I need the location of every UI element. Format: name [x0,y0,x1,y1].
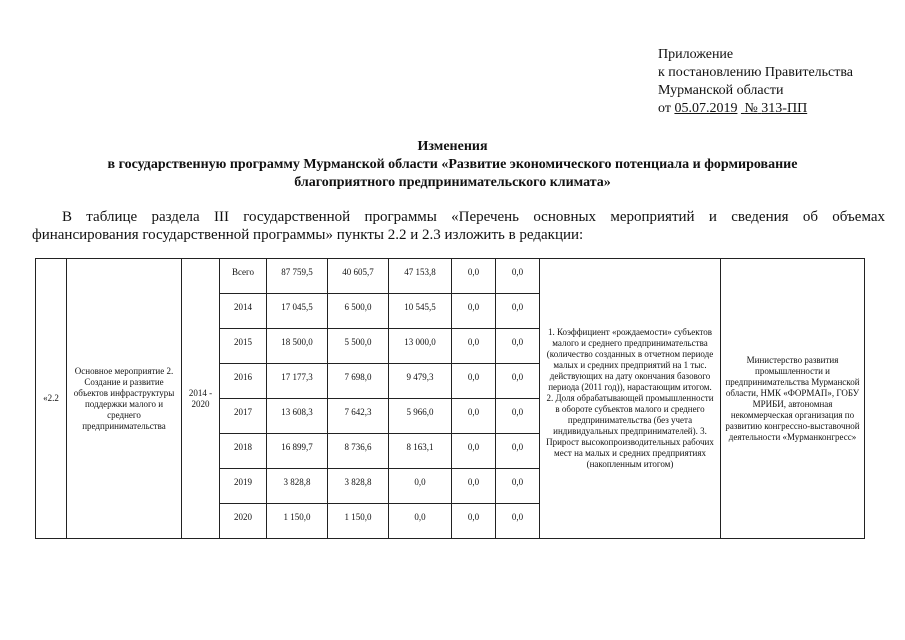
year-cell: 2015 [220,329,267,364]
value-cell: 0,0 [496,259,540,294]
intro-line1: В таблице раздела III государственной программы «Перечень основных мероприятий и сведения об объемах [62,209,885,225]
value-cell: 7 642,3 [328,399,389,434]
number-prefix: № [744,101,758,116]
value-cell: 0,0 [389,469,452,504]
value-cell: 5 500,0 [328,329,389,364]
year-cell: 2017 [220,399,267,434]
item-period: 2014 - 2020 [182,259,220,539]
document-title: Изменения [417,139,488,154]
value-cell: 0,0 [496,329,540,364]
value-cell: 0,0 [452,399,496,434]
value-cell: 0,0 [452,434,496,469]
value-cell: 0,0 [496,364,540,399]
total-cell: 3 828,8 [267,469,328,504]
program-table [35,258,865,539]
executor-cell: Министерство развития промышленности и предпринимательства Мурманской области, НМК «ФОРМАП», ГОБУ МРИБИ, автономная некоммерческая организация по развитию конгрессно-выставочной деятельности «Мурманконгресс» [721,259,865,539]
value-cell: 0,0 [496,434,540,469]
resolution-number: 313-ПП [761,101,808,116]
value-cell: 6 500,0 [328,294,389,329]
value-cell: 0,0 [452,294,496,329]
total-cell: 13 608,3 [267,399,328,434]
year-cell: 2018 [220,434,267,469]
value-cell: 9 479,3 [389,364,452,399]
value-cell: 0,0 [496,294,540,329]
total-cell: 18 500,0 [267,329,328,364]
value-cell: 8 163,1 [389,434,452,469]
value-cell: 0,0 [452,329,496,364]
total-cell: 1 150,0 [267,504,328,539]
value-cell: 0,0 [496,399,540,434]
value-cell: 3 828,8 [328,469,389,504]
appendix-line1: Приложение [658,47,734,62]
value-cell: 0,0 [452,504,496,539]
year-cell: 2014 [220,294,267,329]
resolution-date: 05.07.2019 [674,101,738,116]
value-cell: 1 150,0 [328,504,389,539]
value-cell: 0,0 [496,469,540,504]
value-cell: 0,0 [452,364,496,399]
year-cell: Всего [220,259,267,294]
year-cell: 2020 [220,504,267,539]
date-prefix: от [658,101,671,116]
item-name: Основное мероприятие 2. Создание и развитие объектов инфраструктуры поддержки малого и среднего предпринимательства [67,259,182,539]
value-cell: 8 736,6 [328,434,389,469]
document-title-line3: благоприятного предпринимательского климата» [294,175,611,190]
appendix-date-line [658,100,853,118]
year-cell: 2016 [220,364,267,399]
total-cell: 87 759,5 [267,259,328,294]
table-body [36,259,865,539]
appendix-line3: Мурманской области [658,83,784,98]
value-cell: 5 966,0 [389,399,452,434]
value-cell: 10 545,5 [389,294,452,329]
value-cell: 0,0 [496,504,540,539]
value-cell: 0,0 [389,504,452,539]
item-number: «2.2 [36,259,67,539]
appendix-line2: к постановлению Правительства [658,65,854,80]
value-cell: 47 153,8 [389,259,452,294]
value-cell: 7 698,0 [328,364,389,399]
value-cell: 0,0 [452,259,496,294]
indicators-cell: 1. Коэффициент «рождаемости» субъектов малого и среднего предпринимательства (количество созданных в отчетном периоде малых и средних предприятий на 1 тыс. действующих на дату окончания базового периода (2011 год)), нарастающим итогом. 2. Доля обрабатывающей промышленности в обороте субъектов малого и среднего предпринимательства (без учета индивидуальных предпринимателей). 3. Прирост высокопроизводительных рабочих мест на малых и средних предприятиях (накопленным итогом) [540,259,721,539]
value-cell: 0,0 [452,469,496,504]
table-row [36,259,865,294]
appendix-block [658,46,853,118]
value-cell: 13 000,0 [389,329,452,364]
year-cell: 2019 [220,469,267,504]
total-cell: 17 045,5 [267,294,328,329]
document-title-line2: в государственную программу Мурманской области «Развитие экономического потенциала и формирование [107,157,798,172]
total-cell: 16 899,7 [267,434,328,469]
resolution-number-wrap [741,101,807,116]
intro-paragraph [32,208,885,244]
intro-line2: финансирования государственной программы» пункты 2.2 и 2.3 изложить в редакции: [32,227,584,243]
value-cell: 40 605,7 [328,259,389,294]
total-cell: 17 177,3 [267,364,328,399]
